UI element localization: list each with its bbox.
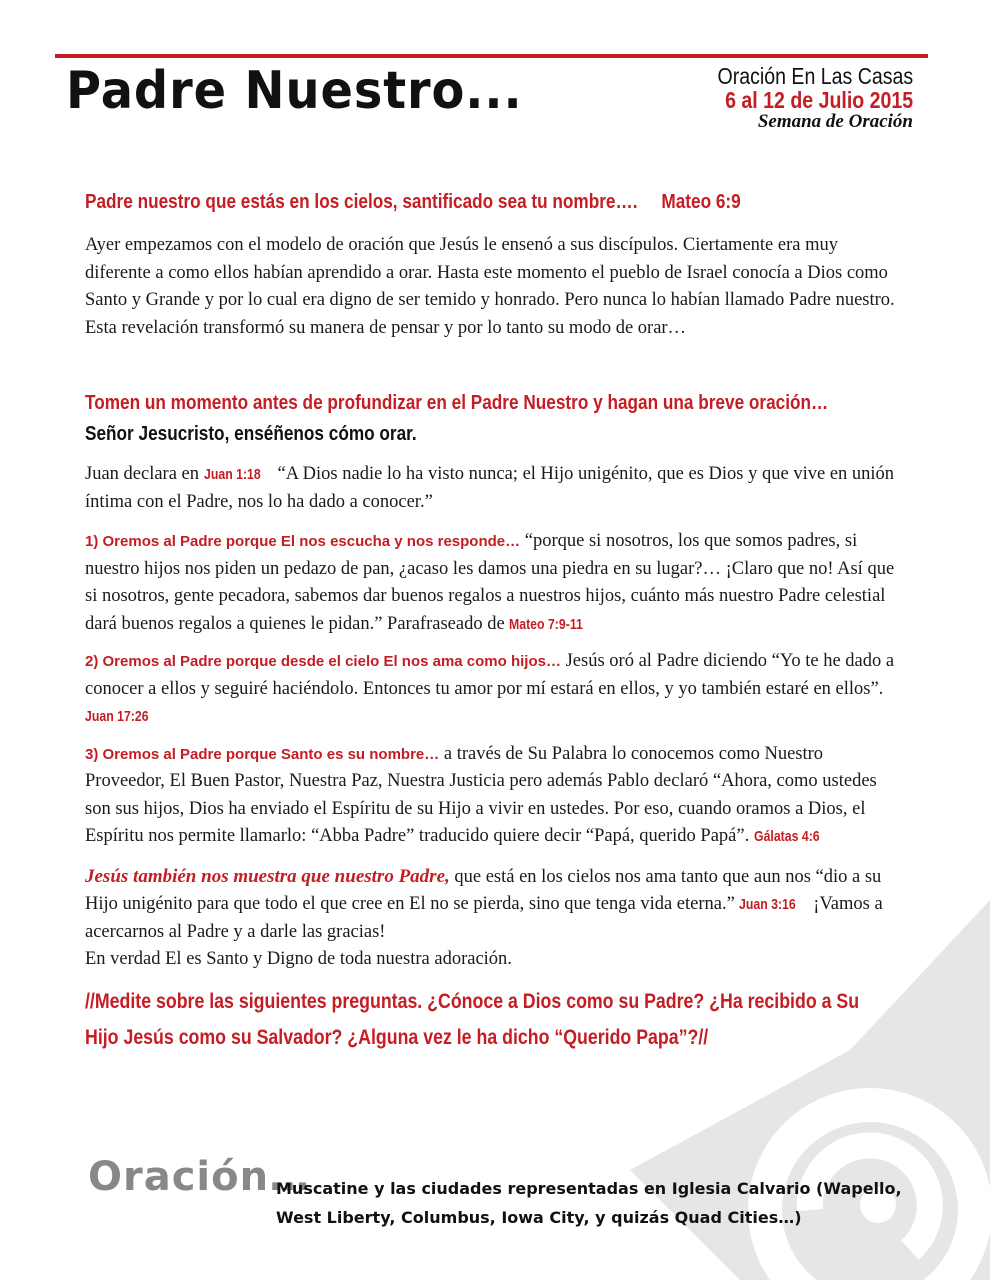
closing-lead: Jesús también nos muestra que nuestro Padre, <box>85 865 450 887</box>
point-2-text: Jesús oró al Padre diciendo “Yo te he dado a conocer a ellos y seguiré haciéndolo. Entonces tu amor por mí estará en ellos, y yo también estaré en ellos”. <box>85 651 895 699</box>
section1-body: Ayer empezamos con el modelo de oración que Jesús le ensenó a sus discípulos. Ciertamente era muy diferente a como ellos habían aprendido a orar. Hasta este momento el pueblo de Israel conocía a Dios como Santo y Grande y por lo cual era digno de ser temido y honrado. Pero nunca lo habían llamado Padre nuestro. Esta revelación transformó su manera de pensar y por lo tanto su modo de orar… <box>85 235 895 338</box>
point-3-text: a través de Su Palabra lo conocemos como Nuestro Proveedor, El Buen Pastor, Nuestra Paz, Nuestra Justicia pero además Pablo declaró “Ahora, como ustedes son sus hijos, Dios ha enviado el Espíritu de su Hijo a vivir en ustedes. Por eso, cuando oramos a Dios, el Espíritu nos permite llamarlo: “Abba Padre” traducido quiere decir “Papá, querido Papá”. <box>85 743 877 846</box>
closing-text3: En verdad El es Santo y Digno de toda nuestra adoración. <box>85 949 512 969</box>
point-2 <box>85 648 900 731</box>
section1-heading-text: Padre nuestro que estás en los cielos, santificado sea tu nombre…. <box>85 191 638 213</box>
section2-heading: Tomen un momento antes de profundizar en el Padre Nuestro y hagan una breve oración… <box>85 392 829 414</box>
point-1-text: “porque si nosotros, los que somos padres, si nuestro hijos nos piden un pedazo de pan, ¿acaso les damos una piedra en su lugar?… ¡Claro que no! Así que si nosotros, gente pecadora, sabemos dar buenos regalos a nuestros hijos, cuánto más nuestro Padre celestial dará buenos regalos a quienes le pidan.” Parafraseado de <box>85 531 895 634</box>
closing-ref: Juan 3:16 <box>739 896 797 913</box>
section2-prayer: Señor Jesucristo, enséñenos cómo orar. <box>85 423 417 445</box>
page-title: Padre Nuestro... <box>66 61 523 121</box>
point-2-lead: 2) Oremos al Padre porque desde el cielo El nos ama como hijos… <box>85 653 561 670</box>
closing-text1: que está en los cielos nos ama tanto que aun nos “dio a su Hijo unigénito para que todo el que cree en El no se pierda, sino que tenga vida eterna.” <box>85 866 882 914</box>
closing-text2: ¡Vamos a acercarnos al Padre y a darle las gracias! <box>85 894 883 942</box>
section1-heading-ref: Mateo 6:9 <box>661 191 741 213</box>
point-3-ref: Gálatas 4:6 <box>753 828 820 845</box>
point-1-lead: 1) Oremos al Padre porque El nos escucha y nos responde… <box>85 533 521 550</box>
header-subtitle: Oración En Las Casas <box>717 63 913 89</box>
point-1 <box>85 528 900 638</box>
reflection-questions: //Medite sobre las siguientes preguntas. ¿Cónoce a Dios como su Padre? ¿Ha recibido a Su Hijo Jesús como su Salvador? ¿Alguna vez le ha dicho “Querido Papa”?// <box>85 989 860 1049</box>
section2-intro <box>85 461 900 516</box>
oracion-label: Oración… <box>88 1154 311 1200</box>
top-rule <box>55 54 928 58</box>
intro-ref: Juan 1:18 <box>203 466 261 483</box>
point-2-ref: Juan 17:26 <box>85 708 149 725</box>
header-dates: 6 al 12 de Julio 2015 <box>724 87 913 114</box>
main-content <box>85 186 900 1056</box>
header-info <box>683 64 913 133</box>
oracion-text: Muscatine y las ciudades representadas en Iglesia Calvario (Wapello, West Liberty, Columbus, Iowa City, y quizás Quad Cities…) <box>276 1179 902 1227</box>
header-week: Semana de Oración <box>757 111 913 133</box>
intro-pre: Juan declara en <box>85 464 200 484</box>
section1-heading <box>85 186 786 218</box>
closing-paragraph <box>85 863 900 974</box>
intro-post: “A Dios nadie lo ha visto nunca; el Hijo unigénito, que es Dios y que vive en unión íntima con el Padre, nos lo ha dado a conocer.” <box>85 464 895 512</box>
point-3-lead: 3) Oremos al Padre porque Santo es su nombre… <box>85 745 440 763</box>
point-1-ref: Mateo 7:9-11 <box>509 615 584 633</box>
point-3 <box>85 741 900 851</box>
